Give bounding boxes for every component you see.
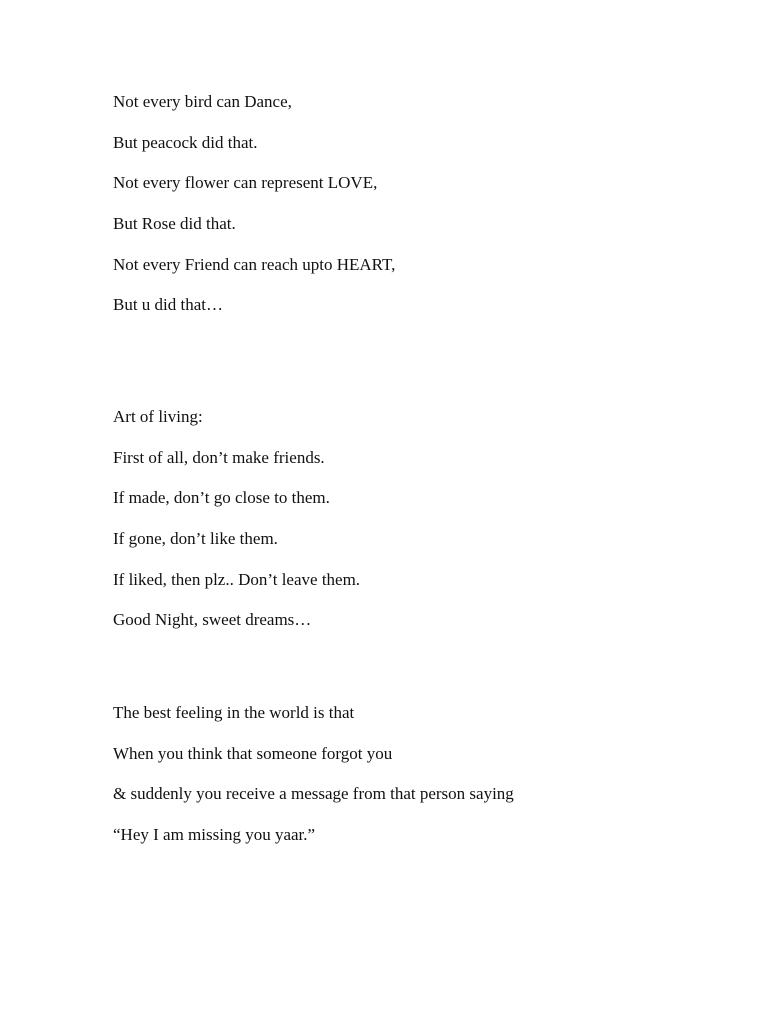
text-line: Not every bird can Dance,	[113, 92, 292, 111]
text-line: If liked, then plz.. Don’t leave them.	[113, 569, 361, 589]
stanza-best-feeling	[113, 703, 713, 866]
text-line: First of all, don’t make friends.	[113, 447, 325, 467]
text-line: The best feeling in the world is that	[113, 703, 355, 722]
stanza-art-of-living	[113, 407, 713, 651]
text-line: But Rose did that.	[113, 214, 236, 234]
stanza-peacock-poem	[113, 92, 713, 336]
text-line: When you think that someone forgot you	[113, 743, 393, 763]
text-line: Not every flower can represent LOVE,	[113, 173, 378, 193]
text-line: If gone, don’t like them.	[113, 529, 278, 549]
text-line: Not every Friend can reach upto HEART,	[113, 254, 396, 274]
text-line: & suddenly you receive a message from that person saying	[113, 784, 514, 804]
text-line: If made, don’t go close to them.	[113, 488, 330, 508]
text-line: But peacock did that.	[113, 132, 258, 152]
text-line: “Hey I am missing you yaar.”	[113, 825, 316, 845]
stanza-heading: Art of living:	[113, 407, 203, 426]
text-line: But u did that…	[113, 295, 224, 315]
text-line: Good Night, sweet dreams…	[113, 610, 312, 630]
